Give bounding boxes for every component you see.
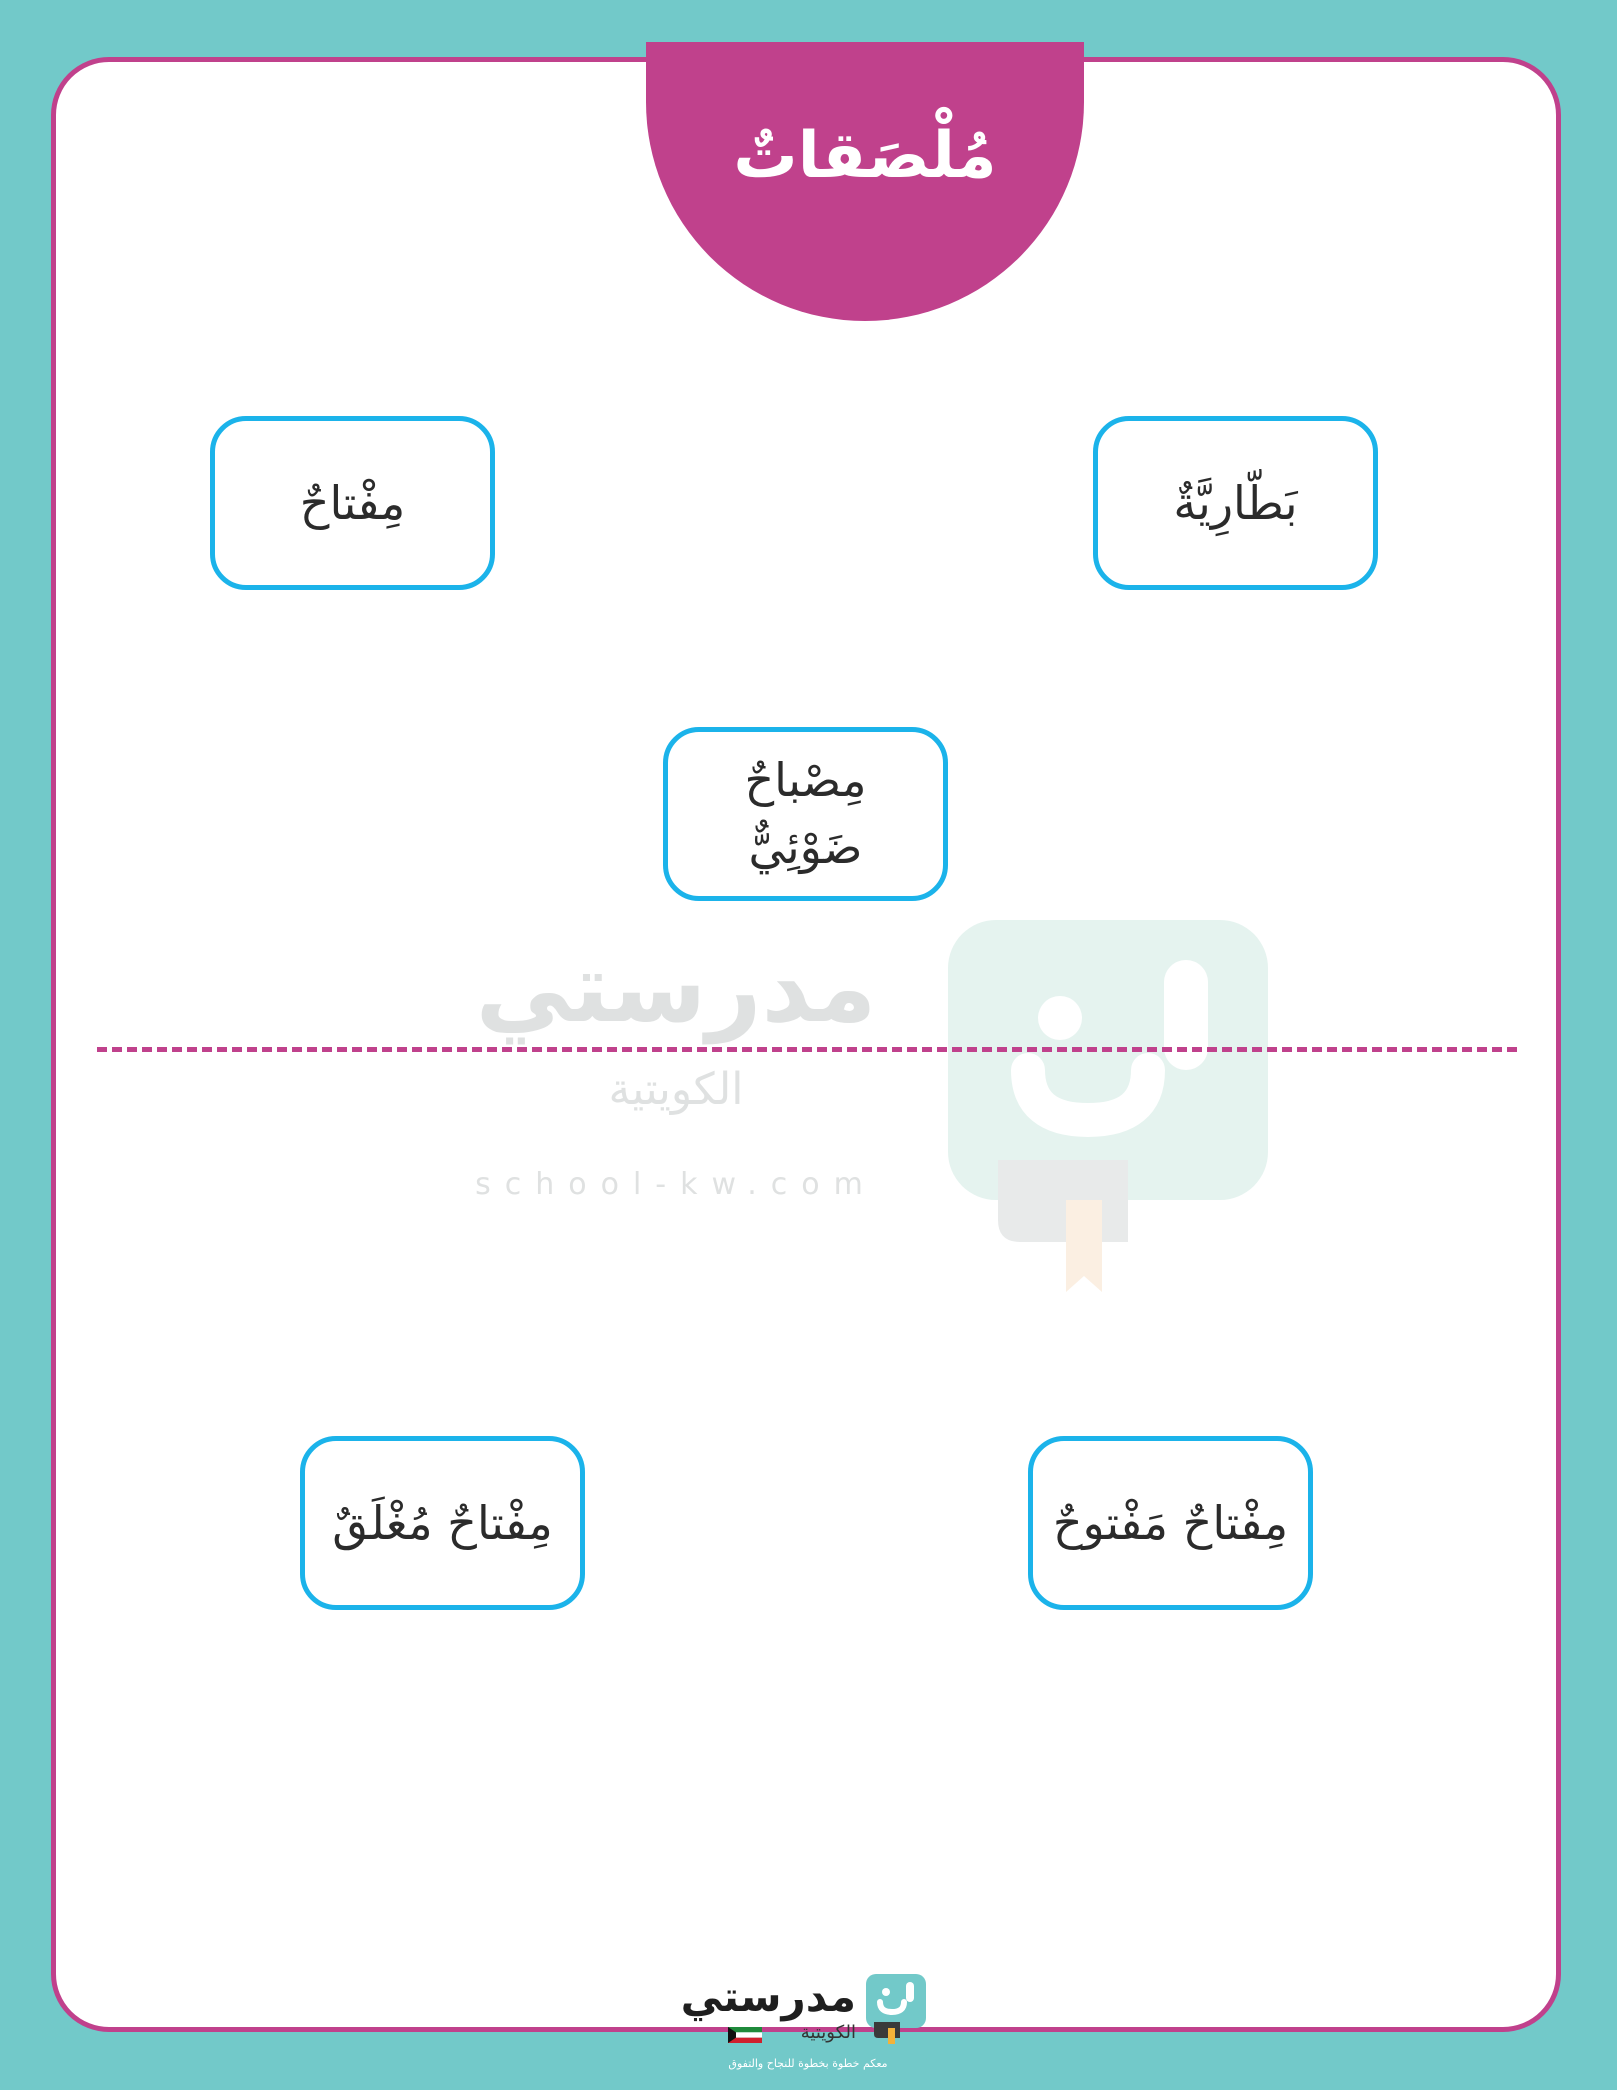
school-book-smile-icon [866,1974,926,2044]
watermark-url: school-kw.com [475,1167,877,1202]
card-flashlight [663,727,948,901]
worksheet-page [51,57,1561,2032]
card-key-closed-label: مِفْتاحٌ مُغْلَقٌ [332,1495,553,1550]
footer-tagline: معكم خطوة بخطوة للنجاح والتفوق [688,2054,928,2074]
footer-brand-name: مدرستي [680,1972,856,2021]
card-battery [1093,416,1378,590]
watermark [456,920,1271,1292]
card-key-open-label: مِفْتاحٌ مَفْتوحٌ [1052,1495,1289,1550]
watermark-subtitle: الكويتية [608,1064,744,1115]
card-flashlight-label: مِصْباحٌ ضَوْئِيٌّ [744,753,867,874]
card-key-closed [300,1436,585,1610]
footer-logo [680,1972,928,2080]
card-key-label: مِفْتاحٌ [299,475,406,530]
card-key-open [1028,1436,1313,1610]
cut-line-divider [97,1047,1517,1052]
title-banner [646,42,1084,321]
footer-brand-subtitle: الكويتية [800,2022,856,2043]
watermark-name: مدرستي [475,932,877,1044]
card-battery-label: بَطّارِيَّةٌ [1173,475,1298,530]
page-title: مُلْصَقاتٌ [733,119,997,193]
card-key [210,416,495,590]
watermark-logo-icon [948,920,1268,1292]
kuwait-flag-icon [728,2027,762,2043]
